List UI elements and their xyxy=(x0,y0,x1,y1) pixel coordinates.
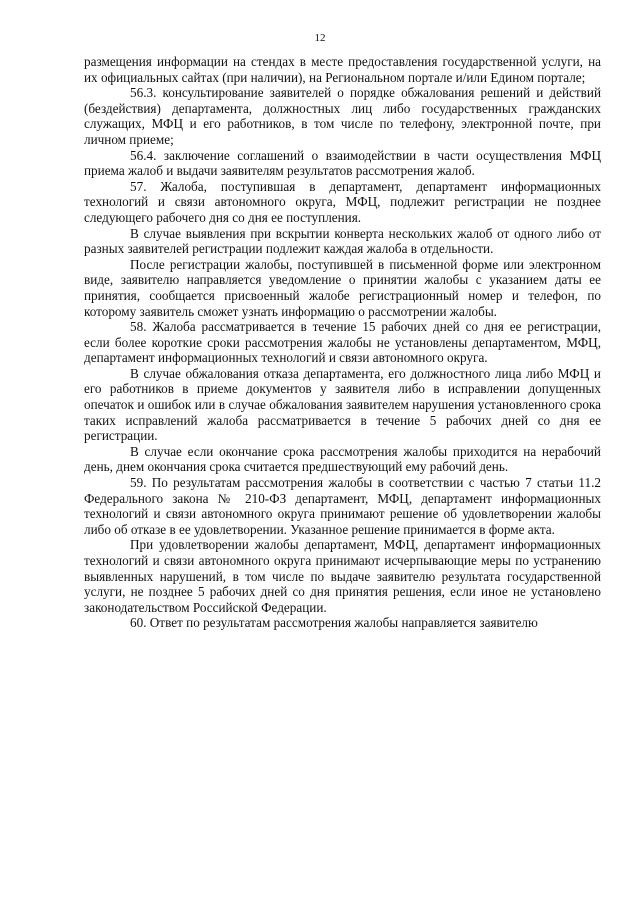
paragraph-57-multiple-complaints: В случае выявления при вскрытии конверта нескольких жалоб от одного либо от разных заявителей регистрации подлежит каждая жалоба в отдельности. xyxy=(84,225,601,257)
paragraph-59: 59. По результатам рассмотрения жалобы в соответствии с частью 7 статьи 11.2 Федерального закона № 210-ФЗ департамент, МФЦ, департамент информационных технологий и связи автономного округа принимают решение об удовлетворении жалобы либо об отказе в ее удовлетворении. Указанное решение принимается в форме акта. xyxy=(84,475,601,537)
paragraph-56-4: 56.4. заключение соглашений о взаимодействии в части осуществления МФЦ приема жалоб и выдачи заявителям результатов рассмотрения жалоб. xyxy=(84,147,601,179)
paragraph-57-notification: После регистрации жалобы, поступившей в письменной форме или электронном виде, заявителю направляется уведомление о принятии жалобы с указанием даты ее принятия, сообщается присвоенный жалобе регистрационный номер и телефон, по которому заявитель сможет узнать информацию о рассмотрении жалобы. xyxy=(84,256,601,319)
page-number: 12 xyxy=(314,32,326,44)
paragraph-60: 60. Ответ по результатам рассмотрения жалобы направляется заявителю xyxy=(130,615,538,631)
document-body xyxy=(84,54,601,631)
paragraph-59-satisfaction: При удовлетворении жалобы департамент, МФЦ, департамент информационных технологий и связи автономного округа принимают исчерпывающие меры по устранению выявленных нарушений, в том числе по выдаче заявителю результата государственной услуги, не позднее 5 рабочих дней со дня принятия решения, если иное не установлено законодательством Российской Федерации. xyxy=(84,537,601,615)
paragraph-56-3: 56.3. консультирование заявителей о порядке обжалования решений и действий (бездействия) департамента, должностных лиц либо государственных гражданских служащих, МФЦ и его работников, в том числе по телефону, электронной почте, при личном приеме; xyxy=(84,85,601,147)
paragraph-58-nonworking-day: В случае если окончание срока рассмотрения жалобы приходится на нерабочий день, днем окончания срока считается предшествующий ему рабочий день. xyxy=(84,443,601,475)
paragraph-continuation: размещения информации на стендах в месте предоставления государственной услуги, на их официальных сайтах (при наличии), на Региональном портале и/или Едином портале; xyxy=(84,54,601,85)
paragraph-58: 58. Жалоба рассматривается в течение 15 рабочих дней со дня ее регистрации, если более короткие сроки рассмотрения жалобы не установлены департаментом, МФЦ, департамент информационных технологий и связи автономного округа. xyxy=(84,319,601,366)
paragraph-57: 57. Жалоба, поступившая в департамент, департамент информационных технологий и связи автономного округа, МФЦ, подлежит регистрации не позднее следующего рабочего дня со дня ее поступления. xyxy=(84,178,601,225)
paragraph-58-refusal-appeal: В случае обжалования отказа департамента, его должностного лица либо МФЦ и его работников в приеме документов у заявителя либо в исправлении допущенных опечаток и ошибок или в случае обжалования заявителем нарушения установленного срока таких исправлений жалоба рассматривается в течение 5 рабочих дней со дня ее регистрации. xyxy=(84,365,601,444)
